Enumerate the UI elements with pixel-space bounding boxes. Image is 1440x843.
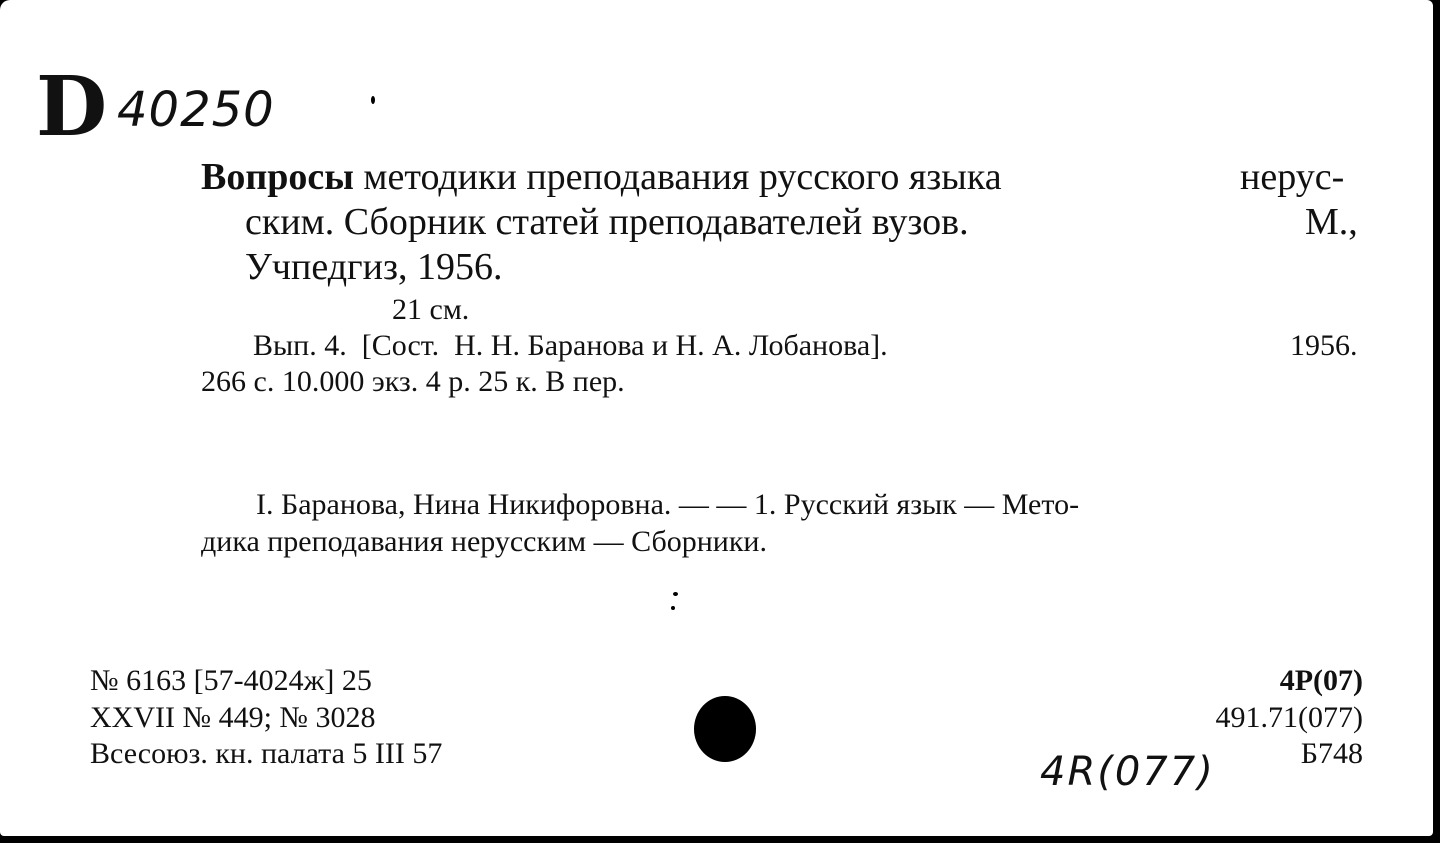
classification-line-3: Б748 — [1300, 737, 1363, 770]
call-number-handwritten: 40250 — [117, 82, 275, 138]
registry-line-1: № 6163 [57-4024ж] 25 — [90, 664, 372, 697]
title-line-1-rest: методики преподавания русского языка — [353, 156, 1002, 198]
speck-mark — [673, 592, 678, 596]
classification-line-1: 4Р(07) — [1279, 664, 1363, 697]
title-line-2-end: М., — [1305, 201, 1358, 243]
tracing-line-2: дика преподавания нерусским — Сборники. — [201, 525, 767, 558]
call-letter: D — [36, 59, 108, 155]
registry-line-2: XXVII № 449; № 3028 — [90, 701, 376, 734]
title-line-1 — [201, 158, 1002, 196]
physical-description: 266 с. 10.000 экз. 4 р. 25 к. В пер. — [201, 365, 625, 398]
speck-mark — [671, 606, 675, 610]
tracing-line-1: I. Баранова, Нина Никифоровна. — — 1. Русский язык — Мето- — [256, 488, 1080, 521]
publisher-line: Учпедгиз, 1956. — [245, 246, 503, 288]
registry-line-3: Всесоюз. кн. палата 5 III 57 — [90, 737, 443, 770]
classification-line-2: 491.71(077) — [1215, 701, 1363, 734]
title-line-1-end: нерус- — [1240, 156, 1345, 198]
size-note: 21 см. — [392, 293, 470, 326]
speck-mark — [371, 96, 375, 104]
title-line-2: ским. Сборник статей преподавателей вузов. — [245, 201, 969, 243]
handwritten-mark: 4R(077) — [1040, 749, 1215, 795]
volume-year: 1956. — [1290, 329, 1358, 362]
punch-hole — [694, 696, 756, 762]
volume-note: Вып. 4. [Сост. Н. Н. Баранова и Н. А. Лобанова]. — [253, 329, 888, 362]
title-lead-word: Вопросы — [201, 156, 354, 198]
